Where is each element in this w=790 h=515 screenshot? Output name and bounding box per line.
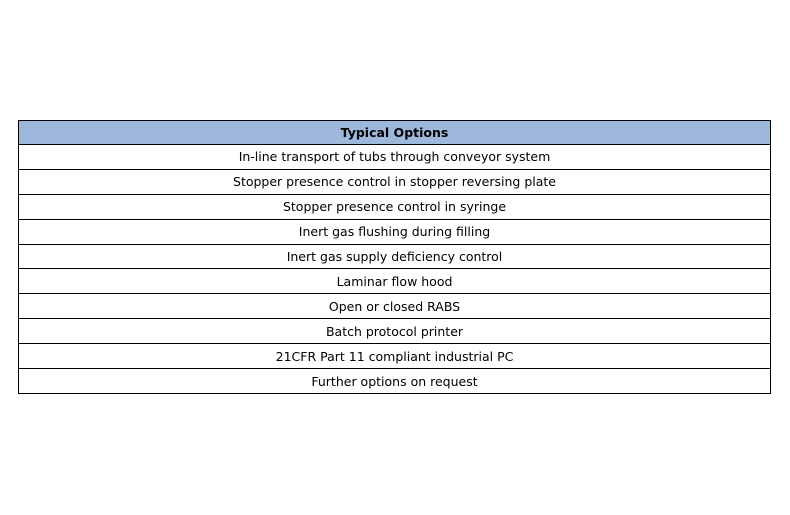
table-cell-option-3: Stopper presence control in syringe (19, 194, 771, 219)
table-header-row (19, 121, 771, 145)
table-header-cell: Typical Options (19, 121, 771, 145)
table-cell-option-9: 21CFR Part 11 compliant industrial PC (19, 344, 771, 369)
table-cell-option-10: Further options on request (19, 369, 771, 394)
table-cell-option-1: In-line transport of tubs through conveyor system (19, 145, 771, 170)
table-row (19, 219, 771, 244)
table-row (19, 294, 771, 319)
table-cell-option-4: Inert gas flushing during filling (19, 219, 771, 244)
table-cell-option-5: Inert gas supply deficiency control (19, 244, 771, 269)
table-body (19, 145, 771, 394)
table-cell-option-8: Batch protocol printer (19, 319, 771, 344)
table-row (19, 319, 771, 344)
table-row (19, 194, 771, 219)
table-cell-option-2: Stopper presence control in stopper reversing plate (19, 169, 771, 194)
typical-options-table (18, 120, 771, 394)
table-cell-option-6: Laminar flow hood (19, 269, 771, 294)
table-row (19, 344, 771, 369)
table-row (19, 145, 771, 170)
table-row (19, 244, 771, 269)
table-row (19, 369, 771, 394)
table-header (19, 121, 771, 145)
table-row (19, 269, 771, 294)
table-cell-option-7: Open or closed RABS (19, 294, 771, 319)
table-row (19, 169, 771, 194)
